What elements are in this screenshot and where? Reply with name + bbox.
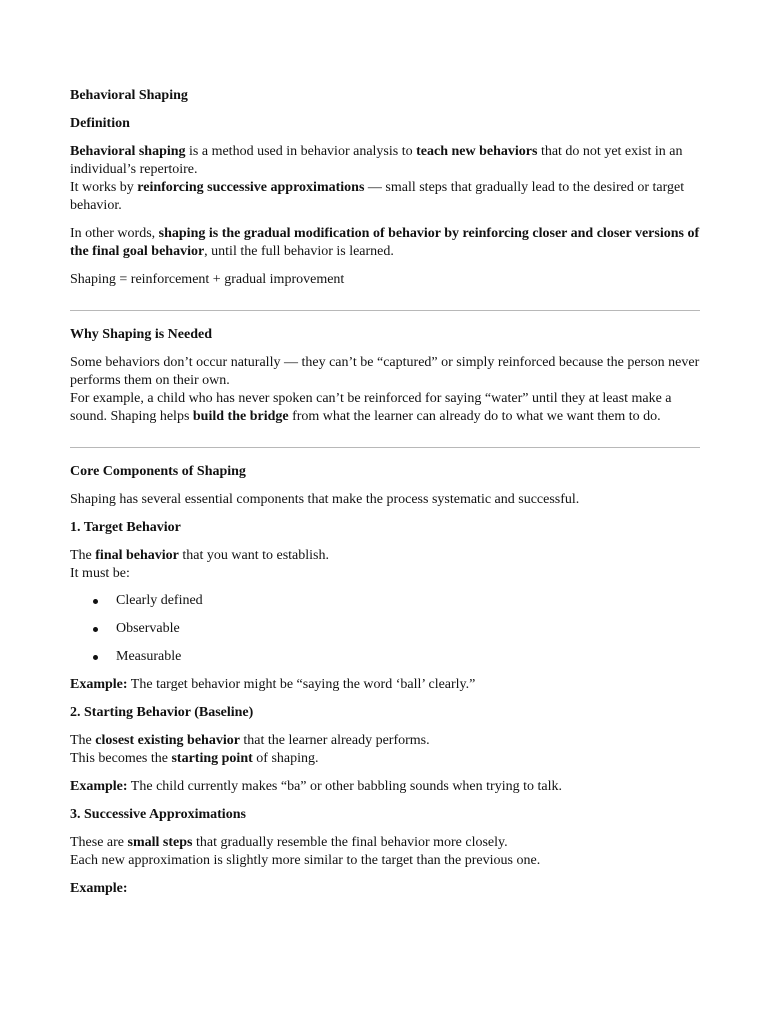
- target-behavior-heading: 1. Target Behavior: [70, 520, 181, 535]
- starting-behavior-paragraph: The closest existing behavior that the learner already performs. This becomes the starting point of shaping.: [70, 733, 430, 766]
- shaping-formula: Shaping = reinforcement + gradual improvement: [70, 272, 345, 287]
- definition-heading: Definition: [70, 116, 130, 131]
- in-other-words-paragraph: In other words, shaping is the gradual modification of behavior by reinforcing closer and closer versions of the final goal behavior, until the full behavior is learned.: [70, 226, 700, 259]
- target-behavior-paragraph: The final behavior that you want to establish. It must be:: [70, 548, 329, 581]
- successive-example-label: Example:: [70, 881, 128, 896]
- document-title: Behavioral Shaping: [70, 88, 188, 103]
- list-item: Clearly defined: [70, 592, 700, 610]
- list-item: Measurable: [70, 648, 700, 666]
- successive-approximations-heading: 3. Successive Approximations: [70, 807, 246, 822]
- section-divider: [70, 447, 700, 448]
- section-divider: [70, 310, 700, 311]
- why-paragraph: Some behaviors don’t occur naturally — they can’t be “captured” or simply reinforced because the person never performs them on their own. For example, a child who has never spoken can’t be reinforced for saying “water” until they at least make a sound. Shaping helps build the bridge from what the learner can already do to what we want them to do.: [70, 355, 700, 424]
- bullet-icon: [93, 655, 98, 660]
- bullet-icon: [93, 599, 98, 604]
- document-page: [70, 87, 700, 898]
- core-heading: Core Components of Shaping: [70, 464, 246, 479]
- starting-behavior-heading: 2. Starting Behavior (Baseline): [70, 705, 254, 720]
- core-intro: Shaping has several essential components that make the process systematic and successful.: [70, 492, 580, 507]
- starting-example: Example: The child currently makes “ba” or other babbling sounds when trying to talk.: [70, 779, 562, 794]
- bullet-icon: [93, 627, 98, 632]
- definition-paragraph: Behavioral shaping is a method used in behavior analysis to teach new behaviors that do not yet exist in an individual’s repertoire. It works by reinforcing successive approximations — small steps that gradually lead to the desired or target behavior.: [70, 144, 685, 213]
- why-heading: Why Shaping is Needed: [70, 327, 212, 342]
- list-item: Observable: [70, 620, 700, 638]
- criteria-list: [70, 592, 700, 666]
- target-example: Example: The target behavior might be “saying the word ‘ball’ clearly.”: [70, 677, 476, 692]
- successive-approximations-paragraph: These are small steps that gradually resemble the final behavior more closely. Each new approximation is slightly more similar to the target than the previous one.: [70, 835, 541, 868]
